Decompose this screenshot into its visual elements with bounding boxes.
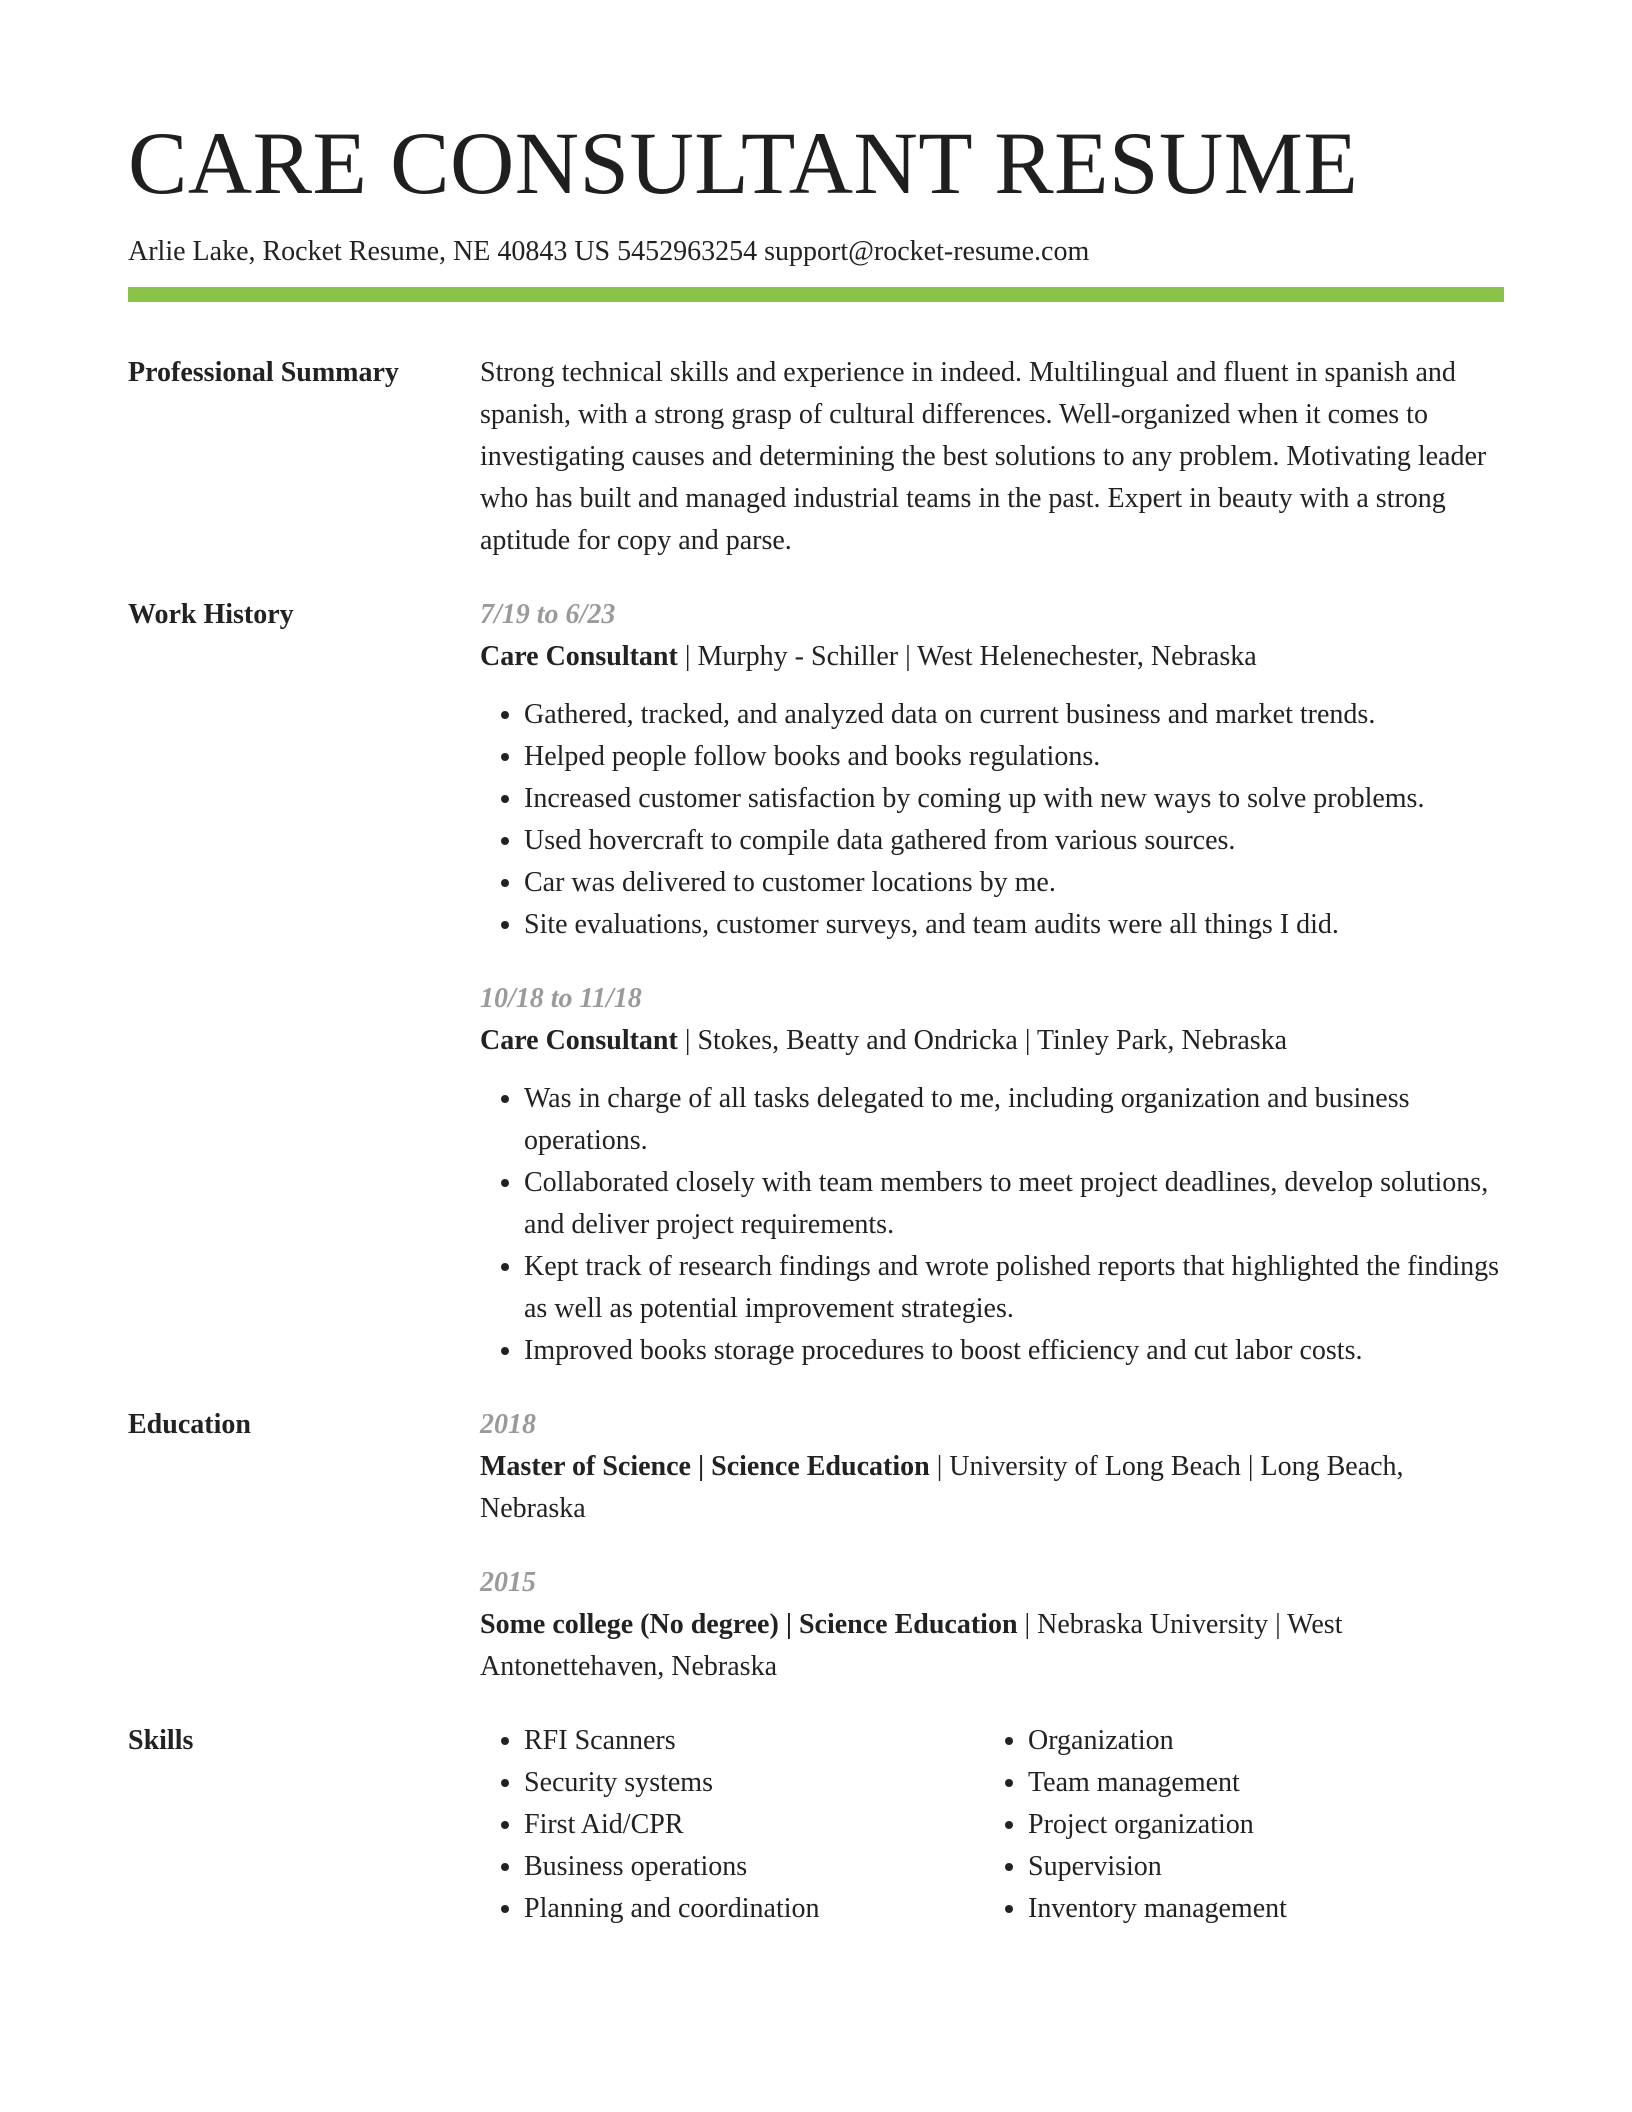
summary-text: Strong technical skills and experience in indeed. Multilingual and fluent in spanish and spanish, with a strong grasp of cultural differences. Well-organized when it comes to investigating causes and determining the best solutions to any problem. Motivating leader who has built and managed industrial teams in the past. Expert in beauty with a strong aptitude for copy and parse. <box>480 356 1487 556</box>
education-degree: Some college (No degree) | Science Education <box>480 1608 1018 1640</box>
education-year: 2015 <box>480 1566 536 1598</box>
skills-body <box>480 1720 1504 1930</box>
contact-line: Arlie Lake, Rocket Resume, NE 40843 US 5452963254 support@rocket-resume.com <box>128 236 1090 267</box>
section-label-education: Education <box>128 1408 251 1440</box>
skill-item: • Project organization <box>1028 1804 1287 1846</box>
section-label-skills: Skills <box>128 1724 194 1756</box>
job-role: Care Consultant <box>480 640 678 672</box>
education-body <box>480 1404 1504 1688</box>
summary-section <box>128 352 1504 562</box>
list-item: • Gathered, tracked, and analyzed data on current business and market trends. <box>524 694 1504 736</box>
job-entry <box>480 594 1504 946</box>
job-bullets <box>480 1078 1504 1372</box>
skill-item: • Inventory management <box>1028 1888 1287 1930</box>
skills-list-left <box>480 1720 984 1930</box>
list-item: • Increased customer satisfaction by coming up with new ways to solve problems. <box>524 778 1504 820</box>
job-dates: 10/18 to 11/18 <box>480 982 642 1014</box>
work-history-body <box>480 594 1504 1372</box>
list-item: • Site evaluations, customer surveys, and team audits were all things I did. <box>524 904 1504 946</box>
job-bullets <box>480 694 1504 946</box>
list-item: • Was in charge of all tasks delegated to me, including organization and business operations. <box>524 1078 1504 1162</box>
job-title-line <box>480 1020 1504 1062</box>
skill-item: • Supervision <box>1028 1846 1287 1888</box>
education-section <box>128 1404 1504 1688</box>
list-item: • Used hovercraft to compile data gathered from various sources. <box>524 820 1504 862</box>
job-dates: 7/19 to 6/23 <box>480 598 616 630</box>
skill-item: • Organization <box>1028 1720 1287 1762</box>
list-item: • Car was delivered to customer locations by me. <box>524 862 1504 904</box>
resume-title: CARE CONSULTANT RESUME <box>128 115 1359 213</box>
education-line <box>480 1604 1504 1688</box>
education-degree: Master of Science | Science Education <box>480 1450 930 1482</box>
list-item: • Collaborated closely with team members to meet project deadlines, develop solutions, and deliver project requirements. <box>524 1162 1504 1246</box>
accent-rule <box>128 287 1504 302</box>
list-item: • Kept track of research findings and wrote polished reports that highlighted the findings as well as potential improvement strategies. <box>524 1246 1504 1330</box>
list-item: • Helped people follow books and books regulations. <box>524 736 1504 778</box>
list-item: • Improved books storage procedures to boost efficiency and cut labor costs. <box>524 1330 1504 1372</box>
skills-section <box>128 1720 1504 1930</box>
job-title-line <box>480 636 1504 678</box>
section-label-summary: Professional Summary <box>128 356 399 388</box>
skill-item: • Team management <box>1028 1762 1287 1804</box>
skill-item: • RFI Scanners <box>524 1720 984 1762</box>
skill-item: • First Aid/CPR <box>524 1804 984 1846</box>
skill-item: • Planning and coordination <box>524 1888 984 1930</box>
job-role: Care Consultant <box>480 1024 678 1056</box>
education-year: 2018 <box>480 1408 536 1440</box>
education-line <box>480 1446 1504 1530</box>
education-details: | Nebraska University | West Antonettehaven, Nebraska <box>480 1608 1343 1682</box>
education-entry <box>480 1562 1504 1688</box>
job-details: | Stokes, Beatty and Ondricka | Tinley Park, Nebraska <box>677 1024 1288 1056</box>
skill-item: • Security systems <box>524 1762 984 1804</box>
education-details: | University of Long Beach | Long Beach, Nebraska <box>480 1450 1404 1524</box>
skills-list-right <box>984 1720 1287 1930</box>
section-label-work: Work History <box>128 598 294 630</box>
skill-item: • Business operations <box>524 1846 984 1888</box>
work-history-section <box>128 594 1504 1372</box>
job-entry <box>480 978 1504 1372</box>
education-entry <box>480 1404 1504 1530</box>
job-details: | Murphy - Schiller | West Helenechester, Nebraska <box>677 640 1257 672</box>
